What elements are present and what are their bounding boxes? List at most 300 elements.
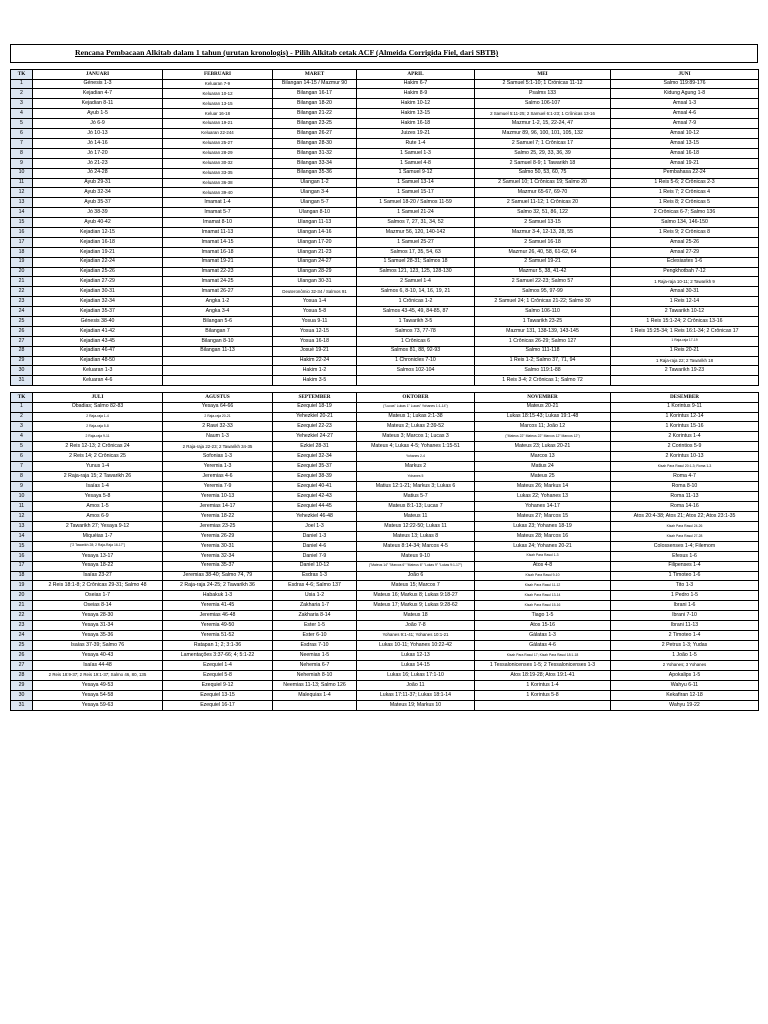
reading-cell: ("Mateus 14" "Marcos 6" "Mateus 6" "Lukas 9" "Lukas 9:1-17") xyxy=(357,561,475,571)
day-number: 19 xyxy=(11,257,33,267)
reading-cell: 1 Reis 12-14 xyxy=(611,297,759,307)
reading-cell: Yesaya 31-34 xyxy=(33,621,163,631)
day-number: 5 xyxy=(11,442,33,452)
reading-cell: Yesaya 49-53 xyxy=(33,680,163,690)
reading-cell: Obadias; Salmo 82-83 xyxy=(33,402,163,412)
reading-cell: Ezequiel 32-34 xyxy=(273,452,357,462)
reading-cell: Imamat 24-25 xyxy=(163,277,273,287)
tk-header: TK xyxy=(11,70,33,80)
reading-cell: 1 Korintus 5-8 xyxy=(475,690,611,700)
reading-cell: Atos 4-8 xyxy=(475,561,611,571)
reading-cell: Jeremias 46-48 xyxy=(163,611,273,621)
reading-row xyxy=(11,521,759,531)
day-number: 14 xyxy=(11,531,33,541)
reading-cell: Salmo 50, 53, 60, 75 xyxy=(475,168,611,178)
day-number: 10 xyxy=(11,168,33,178)
reading-cell: Esdras 4-6; Salmo 137 xyxy=(273,581,357,591)
reading-cell: Josué 19-21 xyxy=(273,346,357,356)
reading-cell: 1 Reis 3-4; 2 Crônicas 1; Salmo 72 xyxy=(475,376,611,386)
reading-cell: Kisah Para Rasul 9-10 xyxy=(475,571,611,581)
month-header: AGUSTUS xyxy=(163,393,273,403)
day-number: 9 xyxy=(11,158,33,168)
reading-row xyxy=(11,138,759,148)
reading-cell: 1 Samuel 1-3 xyxy=(357,148,475,158)
day-number: 11 xyxy=(11,501,33,511)
page-title: Rencana Pembacaan Alkitab dalam 1 tahun (urutan kronologis) - Pilih Alkitab cetak ACF (Almeida Corrigida Fiel, dari SBTB) xyxy=(75,48,499,57)
reading-row xyxy=(11,452,759,462)
day-number: 7 xyxy=(11,138,33,148)
reading-cell: Mateus 2; Lukas 2:39-52 xyxy=(357,422,475,432)
reading-row xyxy=(11,501,759,511)
reading-cell: Mazmur 26, 40, 58, 61-62, 64 xyxy=(475,247,611,257)
reading-cell: 1 Timoteo 1-6 xyxy=(611,571,759,581)
reading-cell xyxy=(475,700,611,710)
reading-cell: Ezkiel 28-31 xyxy=(273,442,357,452)
reading-cell: Efesus 1-6 xyxy=(611,551,759,561)
reading-cell: 2 Samuel 24; 1 Crônicas 21-22; Salmo 30 xyxy=(475,297,611,307)
reading-cell: Ezequiel 42-43 xyxy=(273,492,357,502)
day-number: 15 xyxy=(11,541,33,551)
reading-cell: 1 Raja-raja 17-19 xyxy=(611,336,759,346)
reading-cell: Yesaya 64-66 xyxy=(163,402,273,412)
day-number: 10 xyxy=(11,492,33,502)
reading-cell: 1 Reis 15:1-24; 2 Crônicas 13-16 xyxy=(611,316,759,326)
reading-cell: Bilangan 8-10 xyxy=(163,336,273,346)
reading-cell: Ester 6-10 xyxy=(273,631,357,641)
month-header: DESEMBER xyxy=(611,393,759,403)
reading-cell: Ezequiel 40-41 xyxy=(273,482,357,492)
day-number: 22 xyxy=(11,611,33,621)
reading-cell: Amos 1-5 xyxy=(33,501,163,511)
reading-cell: Yeremia 41-45 xyxy=(163,601,273,611)
reading-cell: Bilangan 16-17 xyxy=(273,89,357,99)
reading-cell: Markus 2 xyxy=(357,462,475,472)
month-header: MARET xyxy=(273,70,357,80)
reading-row xyxy=(11,541,759,551)
reading-cell xyxy=(163,376,273,386)
reading-row xyxy=(11,551,759,561)
reading-cell: Jeremias 23-25 xyxy=(163,521,273,531)
reading-cell: Ezequiel 13-15 xyxy=(163,690,273,700)
day-number: 21 xyxy=(11,601,33,611)
reading-cell: Génesis 1-3 xyxy=(33,79,163,89)
day-number: 31 xyxy=(11,376,33,386)
reading-row xyxy=(11,651,759,661)
reading-cell: Lukas 14-15 xyxy=(357,660,475,670)
reading-cell: Salmo 106-110 xyxy=(475,307,611,317)
reading-cell: Jeremias 38-40; Salmo 74, 79 xyxy=(163,571,273,581)
reading-row xyxy=(11,307,759,317)
reading-cell: Kidung Agung 1-8 xyxy=(611,89,759,99)
reading-cell: Oseias 8-14 xyxy=(33,601,163,611)
reading-cell: Ulangan 30-31 xyxy=(273,277,357,287)
reading-row xyxy=(11,511,759,521)
reading-cell: Kejadian 27-29 xyxy=(33,277,163,287)
reading-cell: 1 Crônicas 6 xyxy=(357,336,475,346)
reading-row xyxy=(11,227,759,237)
reading-row xyxy=(11,208,759,218)
reading-cell: Imamat 1-4 xyxy=(163,198,273,208)
reading-cell: Nehemia 6-7 xyxy=(273,660,357,670)
reading-cell: Bilangan 31-32 xyxy=(273,148,357,158)
reading-cell: 2 Samuel 7; 1 Crônicas 17 xyxy=(475,138,611,148)
reading-table-jul-dec xyxy=(10,392,759,711)
reading-row xyxy=(11,690,759,700)
reading-cell: 1 Samuel 13-14 xyxy=(357,178,475,188)
day-number: 28 xyxy=(11,346,33,356)
day-number: 27 xyxy=(11,336,33,346)
reading-cell: Ayub 35-37 xyxy=(33,198,163,208)
reading-row xyxy=(11,356,759,366)
reading-cell: Amos 6-9 xyxy=(33,511,163,521)
reading-cell: Salmo 119:89-176 xyxy=(611,79,759,89)
reading-cell: 2 Timoteo 1-4 xyxy=(611,631,759,641)
reading-cell: Keluaran 7-9 xyxy=(163,79,273,89)
day-number: 8 xyxy=(11,148,33,158)
day-number: 1 xyxy=(11,402,33,412)
reading-cell: 2 Corintios 5-9 xyxy=(611,442,759,452)
reading-cell: Hakim 16-18 xyxy=(357,119,475,129)
reading-cell: Hakim 1-2 xyxy=(273,366,357,376)
reading-cell: João 7-8 xyxy=(357,621,475,631)
reading-cell: Sofonias 1-3 xyxy=(163,452,273,462)
reading-cell: Mateus 4; Lukas 4-5; Yohanes 1:15-51 xyxy=(357,442,475,452)
reading-cell: Yeremia 30-31 xyxy=(163,541,273,551)
reading-cell: Keluaran 30-32 xyxy=(163,158,273,168)
reading-cell: Yunus 1-4 xyxy=(33,462,163,472)
month-header: MEI xyxy=(475,70,611,80)
month-header: APRIL xyxy=(357,70,475,80)
reading-cell: 1 Samuel 15-17 xyxy=(357,188,475,198)
reading-cell: Imamat 26-27 xyxy=(163,287,273,297)
reading-row xyxy=(11,89,759,99)
reading-cell: Daniel 1-3 xyxy=(273,531,357,541)
reading-cell: Ayub 1-5 xyxy=(33,109,163,119)
reading-cell: Mateus 28; Marcos 16 xyxy=(475,531,611,541)
reading-cell: Lukas 24; Yohanes 20-21 xyxy=(475,541,611,551)
reading-cell: 1 Tawarikh 3-5 xyxy=(357,316,475,326)
reading-cell: Génesis 38-40 xyxy=(33,316,163,326)
reading-cell: Yohanes 14-17 xyxy=(475,501,611,511)
reading-cell xyxy=(273,700,357,710)
reading-cell: 1 Tawarikh 23-25 xyxy=(475,316,611,326)
reading-cell: Neemias 11-13; Salmo 126 xyxy=(273,680,357,690)
reading-row xyxy=(11,316,759,326)
reading-cell: Kejadian 35-37 xyxy=(33,307,163,317)
reading-cell: Keluaran 4-6 xyxy=(33,376,163,386)
reading-cell: Hakim 6-7 xyxy=(357,79,475,89)
reading-cell: Yohanes 2-4 xyxy=(357,452,475,462)
reading-row xyxy=(11,680,759,690)
reading-cell: Oseias 1-7 xyxy=(33,591,163,601)
reading-cell: Isaías 44-48 xyxy=(33,660,163,670)
day-number: 27 xyxy=(11,660,33,670)
reading-cell: Juizes 19-21 xyxy=(357,129,475,139)
reading-cell: Lukas 12-13 xyxy=(357,651,475,661)
day-number: 7 xyxy=(11,462,33,472)
reading-cell: Malequias 1-4 xyxy=(273,690,357,700)
reading-cell: Bilangan 5-6 xyxy=(163,316,273,326)
reading-cell: Yehezkiel 46-48 xyxy=(273,511,357,521)
reading-cell: Salmo 106-107 xyxy=(475,99,611,109)
reading-cell: Amsal 25-26 xyxy=(611,237,759,247)
reading-cell: Ester 1-5 xyxy=(273,621,357,631)
reading-cell: Kisah Para Rasul 1-3 xyxy=(475,551,611,561)
reading-cell: Keluaran 13-15 xyxy=(163,99,273,109)
reading-cell: 2 Samuel 8-9; 1 Tawarikh 18 xyxy=(475,158,611,168)
reading-cell: 1 Reis 15:25-34; 1 Reis 16:1-34; 2 Crônicas 17 xyxy=(611,326,759,336)
reading-cell xyxy=(163,366,273,376)
reading-cell: Ezequiel 1-4 xyxy=(163,660,273,670)
reading-cell: Matius 24 xyxy=(475,462,611,472)
reading-cell: 2 Tawarikh 27; Yesaya 9-12 xyxy=(33,521,163,531)
month-header: JULI xyxy=(33,393,163,403)
reading-cell: Imamat 5-7 xyxy=(163,208,273,218)
month-header: NOVEMBER xyxy=(475,393,611,403)
reading-cell: Mazmur 131, 138-139, 143-145 xyxy=(475,326,611,336)
reading-cell: Wahyu 6-11 xyxy=(611,680,759,690)
reading-cell: 1 Samuel 9-12 xyxy=(357,168,475,178)
reading-cell: Roma 4-7 xyxy=(611,472,759,482)
reading-cell: Amsal 19-21 xyxy=(611,158,759,168)
reading-cell: Jó 14-16 xyxy=(33,138,163,148)
reading-cell: Salmos 121, 123, 125, 128-130 xyxy=(357,267,475,277)
reading-cell: Yeremia 32-34 xyxy=(163,551,273,561)
reading-row xyxy=(11,472,759,482)
reading-cell: Ulangan 28-29 xyxy=(273,267,357,277)
reading-cell: Eclesiastes 1-6 xyxy=(611,257,759,267)
reading-cell: Zakharia 1-7 xyxy=(273,601,357,611)
reading-cell: Pembahasa 22-24 xyxy=(611,168,759,178)
reading-cell: Salmos 6, 8-10, 14, 16, 19, 21 xyxy=(357,287,475,297)
reading-cell: Lamentações 3:37-66; 4; 5:1-22 xyxy=(163,651,273,661)
reading-cell: Daniel 4-6 xyxy=(273,541,357,551)
reading-cell: Wahyu 19-22 xyxy=(611,700,759,710)
reading-cell: Mateus 8:14-34; Marcos 4-5 xyxy=(357,541,475,551)
reading-cell: Daniel 10-12 xyxy=(273,561,357,571)
reading-cell: Roma 14-16 xyxy=(611,501,759,511)
reading-cell: 2 Raja-raja 15; 2 Tawarikh 26 xyxy=(33,472,163,482)
day-number: 13 xyxy=(11,198,33,208)
reading-table-body xyxy=(11,402,759,710)
reading-cell: Yosua 1-4 xyxy=(273,297,357,307)
reading-cell: Marcos 13 xyxy=(475,452,611,462)
reading-row xyxy=(11,611,759,621)
reading-cell: Salmos 81, 88, 92-93 xyxy=(357,346,475,356)
reading-cell: Mateus 19; Markus 10 xyxy=(357,700,475,710)
reading-cell: 1 Reis 20-21 xyxy=(611,346,759,356)
reading-cell: Yesaya 5-8 xyxy=(33,492,163,502)
reading-cell: Ulangan 5-7 xyxy=(273,198,357,208)
day-number: 12 xyxy=(11,511,33,521)
reading-cell: Kejadian 48-50 xyxy=(33,356,163,366)
reading-cell: Kejadian 19-21 xyxy=(33,247,163,257)
reading-cell: Hakim 3-5 xyxy=(273,376,357,386)
day-number: 24 xyxy=(11,307,33,317)
reading-cell: Yosua 16-18 xyxy=(273,336,357,346)
reading-cell: 1 Samuel 18-20 / Salmos 11-59 xyxy=(357,198,475,208)
day-number: 30 xyxy=(11,366,33,376)
reading-cell: Mateus 9-10 xyxy=(357,551,475,561)
day-number: 11 xyxy=(11,178,33,188)
reading-cell: Yesaya 59-63 xyxy=(33,700,163,710)
reading-cell: Tiago 1-5 xyxy=(475,611,611,621)
reading-cell: João 11 xyxy=(357,680,475,690)
reading-cell: 2 Raja-raja 5-8 xyxy=(33,422,163,432)
reading-row xyxy=(11,257,759,267)
reading-cell: Yeremia 35-37 xyxy=(163,561,273,571)
reading-cell: Yeremia 51-52 xyxy=(163,631,273,641)
day-number: 25 xyxy=(11,316,33,326)
reading-table-jan-jun xyxy=(10,69,759,386)
reading-cell: 1 Korintus 12-14 xyxy=(611,412,759,422)
reading-cell: Ulangan 3-4 xyxy=(273,188,357,198)
reading-row xyxy=(11,641,759,651)
reading-cell: 2 Reis 14; 2 Crônicas 25 xyxy=(33,452,163,462)
reading-cell: Kejadian 8-11 xyxy=(33,99,163,109)
reading-cell: Mateus 27; Marcos 15 xyxy=(475,511,611,521)
reading-cell: Jó 21-23 xyxy=(33,158,163,168)
reading-cell: Atos 20:4-38; Atos 21; Atos 22; Atos 23:1-35 xyxy=(611,511,759,521)
reading-cell: Mateus 11 xyxy=(357,511,475,521)
reading-table-body xyxy=(11,79,759,386)
day-number: 20 xyxy=(11,591,33,601)
reading-cell: 2 Raja-raja 1-4 xyxy=(33,412,163,422)
reading-cell: 2 Reis 18:1-8; 2 Crônicas 29-31; Salmo 48 xyxy=(33,581,163,591)
reading-cell: Amsal 13-15 xyxy=(611,138,759,148)
reading-cell: Kejadian 22-24 xyxy=(33,257,163,267)
reading-cell: Imamat 16-18 xyxy=(163,247,273,257)
reading-cell: Lukas 23; Yohanes 18-19 xyxy=(475,521,611,531)
reading-cell: Keluaran 36-38 xyxy=(163,178,273,188)
month-header: SEPTEMBER xyxy=(273,393,357,403)
reading-cell: Mateus 26; Markus 14 xyxy=(475,482,611,492)
reading-cell: Yosua 12-15 xyxy=(273,326,357,336)
day-number: 4 xyxy=(11,432,33,442)
reading-cell: Naum 1-3 xyxy=(163,432,273,442)
reading-row xyxy=(11,531,759,541)
reading-cell: Yeremia 7-9 xyxy=(163,482,273,492)
reading-cell: Yohanes 5 xyxy=(357,472,475,482)
reading-cell: Isaías 23-27 xyxy=(33,571,163,581)
header-row xyxy=(11,393,759,403)
reading-cell: Ezequiel 44-45 xyxy=(273,501,357,511)
reading-cell: Kejadian 46-47 xyxy=(33,346,163,356)
reading-cell: Mateus 25 xyxy=(475,472,611,482)
title-box xyxy=(10,44,758,63)
month-header: JUNI xyxy=(611,70,759,80)
day-number: 25 xyxy=(11,641,33,651)
reading-cell: Ezequiel 38-39 xyxy=(273,472,357,482)
reading-row xyxy=(11,237,759,247)
reading-cell: Amsal 10-12 xyxy=(611,129,759,139)
reading-cell: Lukas 17:11-37; Lukas 18:1-14 xyxy=(357,690,475,700)
reading-cell: 2 Rawi 32-33 xyxy=(163,422,273,432)
reading-cell: Bilangan 28-30 xyxy=(273,138,357,148)
reading-cell: Imamat 19-21 xyxy=(163,257,273,267)
reading-cell: Matius 12:1-21; Markus 3; Lukas 6 xyxy=(357,482,475,492)
reading-cell: 1 Reis 1-2; Salmo 37, 71, 94 xyxy=(475,356,611,366)
reading-cell: Imamat 22-23 xyxy=(163,267,273,277)
reading-cell: Kekafiran 12-18 xyxy=(611,690,759,700)
reading-cell: Bilangan 7 xyxy=(163,326,273,336)
reading-cell: Salmo 32, 51, 86, 122 xyxy=(475,208,611,218)
reading-cell: Jeremias 14-17 xyxy=(163,501,273,511)
reading-cell: 1 Korintus 9-11 xyxy=(611,402,759,412)
reading-cell: Mazmur 89, 96, 100, 101, 105, 132 xyxy=(475,129,611,139)
day-number: 20 xyxy=(11,267,33,277)
reading-cell: Yesaya 35-36 xyxy=(33,631,163,641)
month-header: FEBRUARI xyxy=(163,70,273,80)
reading-cell: Mateus 1; Lukas 2:1-38 xyxy=(357,412,475,422)
reading-row xyxy=(11,591,759,601)
reading-cell: 1 Raja-raja 10-11; 2 Tawarikh 9 xyxy=(611,277,759,287)
reading-cell: Imamat 14-15 xyxy=(163,237,273,247)
reading-row xyxy=(11,326,759,336)
reading-cell: João 6 xyxy=(357,571,475,581)
reading-cell: Salmos 43-45, 49, 84-85, 87 xyxy=(357,307,475,317)
reading-cell: 1 Crônicas 26-29; Salmo 127 xyxy=(475,336,611,346)
reading-cell: Ibrani 11-13 xyxy=(611,621,759,631)
reading-cell: Kisah Para Rasul 24-26 xyxy=(611,521,759,531)
reading-cell: Ayub 40-42 xyxy=(33,218,163,228)
reading-cell: Mateus 23; Lukas 20-21 xyxy=(475,442,611,452)
reading-cell: ("Lucas" Lukas 1" Lucas" Yohanes 1:1-14") xyxy=(357,402,475,412)
reading-cell: 2 Crônicas 6-7; Salmo 136 xyxy=(611,208,759,218)
day-number: 15 xyxy=(11,218,33,228)
day-number: 28 xyxy=(11,670,33,680)
reading-row xyxy=(11,366,759,376)
reading-row xyxy=(11,188,759,198)
reading-cell: 1 Samuel 25-27 xyxy=(357,237,475,247)
reading-row xyxy=(11,336,759,346)
reading-cell: Jó 24-28 xyxy=(33,168,163,178)
reading-cell: Kisah Para Rasul 11-12 xyxy=(475,581,611,591)
reading-row xyxy=(11,670,759,680)
reading-row xyxy=(11,247,759,257)
month-header: OKTOBER xyxy=(357,393,475,403)
reading-cell: 2 Samuel 11-12; 1 Crônicas 20 xyxy=(475,198,611,208)
reading-cell: Ulangan 1-2 xyxy=(273,178,357,188)
reading-cell: Salmos 73, 77-78 xyxy=(357,326,475,336)
reading-cell: Kejadian 4-7 xyxy=(33,89,163,99)
reading-cell: Deuteronômio 32-34 / Salmos 91 xyxy=(273,287,357,297)
reading-cell: Mateus 20-21 xyxy=(475,402,611,412)
reading-row xyxy=(11,297,759,307)
reading-cell: Jó 17-20 xyxy=(33,148,163,158)
reading-cell: Yesaya 28-30 xyxy=(33,611,163,621)
reading-cell: 1 Reis 7; 2 Crônicas 4 xyxy=(611,188,759,198)
reading-cell: Joel 1-3 xyxy=(273,521,357,531)
reading-cell: 2 Korintus 10-13 xyxy=(611,452,759,462)
day-number: 16 xyxy=(11,227,33,237)
reading-cell: 1 Samuel 4-8 xyxy=(357,158,475,168)
reading-cell: Atos 15-16 xyxy=(475,621,611,631)
reading-cell: 2 Reis 12-13; 2 Crônicas 24 xyxy=(33,442,163,452)
reading-cell: Imamat 8-10 xyxy=(163,218,273,228)
reading-row xyxy=(11,601,759,611)
reading-cell xyxy=(611,376,759,386)
day-number: 1 xyxy=(11,79,33,89)
day-number: 14 xyxy=(11,208,33,218)
reading-cell: Lukas 16; Lukas 17:1-10 xyxy=(357,670,475,680)
reading-cell: Salmo 119:1-88 xyxy=(475,366,611,376)
reading-cell: Ezequiel 18-19 xyxy=(273,402,357,412)
reading-cell: Hakim 10-12 xyxy=(357,99,475,109)
reading-cell: 1 Crônicas 1-2 xyxy=(357,297,475,307)
reading-cell: Usia 1-2 xyxy=(273,591,357,601)
reading-cell: Roma 8-10 xyxy=(611,482,759,492)
